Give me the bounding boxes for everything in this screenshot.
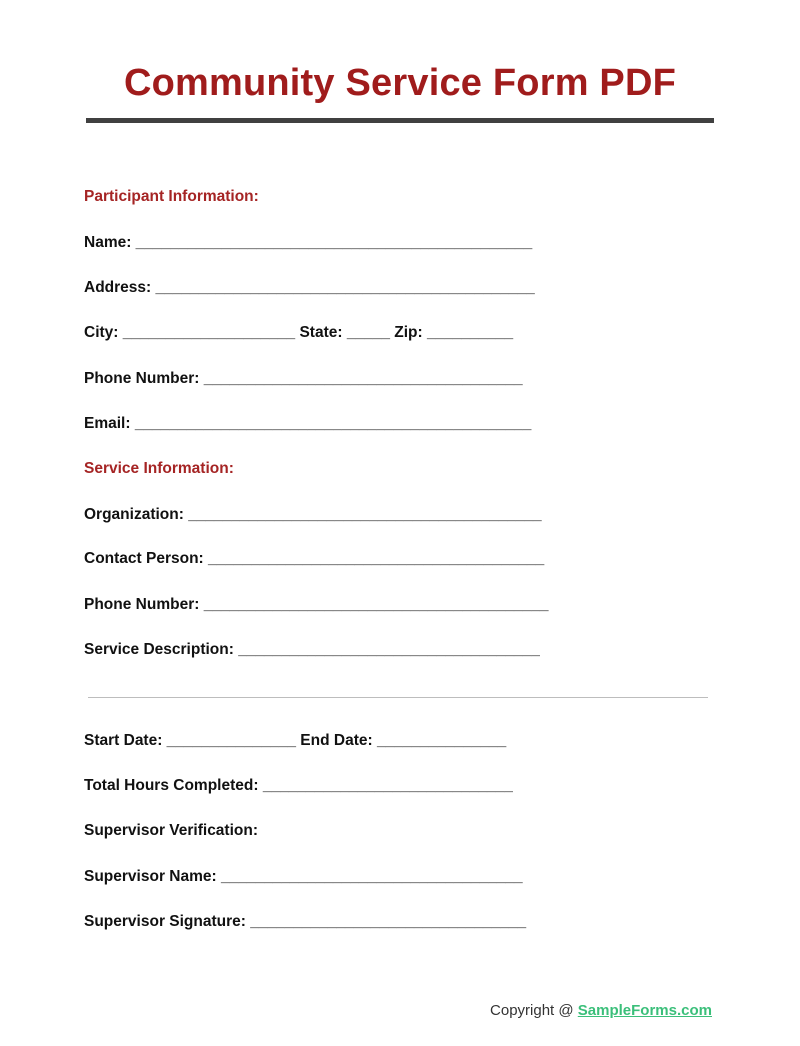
total-hours-field[interactable]: Total Hours Completed: _____________________________ <box>84 777 513 794</box>
start-end-date-field[interactable]: Start Date: _______________ End Date: _______________ <box>84 732 507 749</box>
section-divider <box>88 697 708 698</box>
address-field[interactable]: Address: ____________________________________________ <box>84 279 535 296</box>
copyright-footer <box>490 1002 712 1019</box>
page-title: Community Service Form PDF <box>123 62 677 104</box>
section-participant-information: Participant Information: <box>84 188 259 205</box>
supervisor-signature-field[interactable]: Supervisor Signature: ________________________________ <box>84 913 527 930</box>
contact-person-field[interactable]: Contact Person: _______________________________________ <box>84 550 545 567</box>
name-field[interactable]: Name: ______________________________________________ <box>84 234 533 251</box>
organization-field[interactable]: Organization: _________________________________________ <box>84 506 542 523</box>
service-phone-number-field[interactable]: Phone Number: ________________________________________ <box>84 596 549 613</box>
title-underline <box>86 118 714 123</box>
supervisor-verification-label: Supervisor Verification: <box>84 822 258 839</box>
section-service-information: Service Information: <box>84 460 234 477</box>
service-description-field[interactable]: Service Description: ___________________________________ <box>84 641 540 658</box>
brand-link[interactable]: SampleForms.com <box>577 1002 712 1019</box>
phone-number-field[interactable]: Phone Number: _____________________________________ <box>84 370 523 387</box>
email-field[interactable]: Email: ______________________________________________ <box>84 415 532 432</box>
supervisor-name-field[interactable]: Supervisor Name: ___________________________________ <box>84 868 523 885</box>
city-state-zip-field[interactable]: City: ____________________ State: _____ Zip: __________ <box>84 324 514 341</box>
copyright-text: Copyright @ <box>490 1002 578 1019</box>
